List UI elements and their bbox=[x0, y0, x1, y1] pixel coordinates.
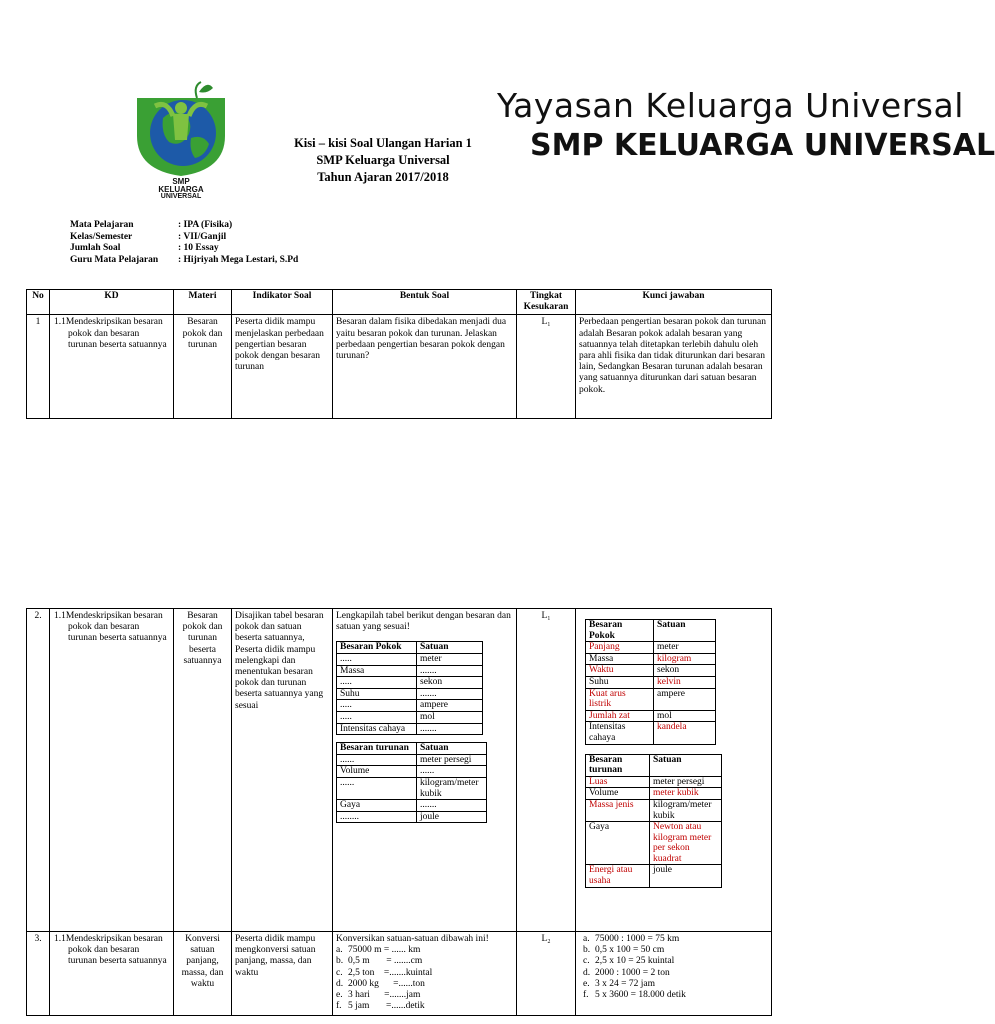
table-header-row bbox=[27, 290, 772, 315]
inner-cell: ....... bbox=[417, 665, 483, 677]
inner-cell: kilogram bbox=[654, 653, 716, 665]
list-item-letter: c. bbox=[336, 967, 343, 978]
inner-cell: Energi atau usaha bbox=[586, 865, 650, 887]
inner-cell: kilogram/meter kubik bbox=[417, 777, 487, 799]
inner-row bbox=[337, 800, 487, 812]
cell-tingkat: L₂ bbox=[517, 932, 576, 1016]
list-item-letter: b. bbox=[336, 956, 344, 967]
kisi-table-page1 bbox=[26, 289, 772, 419]
list-item-letter: e. bbox=[336, 990, 343, 1001]
inner-cell: Massa jenis bbox=[586, 799, 650, 821]
col-header-indikator: Indikator Soal bbox=[232, 290, 333, 315]
inner-header: Satuan bbox=[650, 754, 722, 776]
inner-cell: Volume bbox=[586, 788, 650, 800]
list-item bbox=[336, 1001, 513, 1012]
inner-cell: sekon bbox=[417, 677, 483, 689]
inner-header: Satuan bbox=[417, 743, 487, 755]
list-item bbox=[583, 990, 768, 1001]
list-item-text: 3 x 24 = 72 jam bbox=[595, 978, 655, 989]
inner-row bbox=[586, 776, 722, 788]
meta-value: : IPA (Fisika) bbox=[178, 220, 233, 230]
inner-row bbox=[586, 799, 722, 821]
cell-kunci bbox=[576, 932, 772, 1016]
inner-cell: kandela bbox=[654, 722, 716, 744]
foundation-subtitle: SMP KELUARGA UNIVERSAL bbox=[530, 128, 995, 163]
meta-block bbox=[70, 220, 298, 266]
inner-cell: mol bbox=[417, 711, 483, 723]
inner-header-row bbox=[586, 754, 722, 776]
inner-row bbox=[337, 665, 483, 677]
meta-value: : VII/Ganjil bbox=[178, 231, 227, 242]
inner-cell: ........ bbox=[337, 811, 417, 823]
question-table-turunan bbox=[336, 742, 487, 823]
cell-kunci: Perbedaan pengertian besaran pokok dan turunan adalah Besaran pokok adalah besaran yang satuannya telah ditetapkan terlebih dahulu oleh para ahli fisika dan tidak diturunkan dari besaran lain, Sedangkan Besaran turunan adalah besaran yang satuannya diturunkan dari satuan besaran pokok. bbox=[576, 315, 772, 419]
inner-cell: Kuat arus listrik bbox=[586, 688, 654, 710]
table-row bbox=[27, 315, 772, 419]
logo-emblem-icon bbox=[133, 78, 229, 178]
meta-label: Jumlah Soal bbox=[70, 243, 121, 253]
list-item bbox=[336, 990, 513, 1001]
inner-row bbox=[337, 811, 487, 823]
inner-row bbox=[337, 700, 483, 712]
list-item-letter: d. bbox=[336, 978, 344, 989]
inner-row bbox=[337, 677, 483, 689]
list-item bbox=[583, 968, 768, 979]
col-header-tingkat: Tingkat Kesukaran bbox=[517, 290, 576, 315]
list-item-text: 0,5 x 100 = 50 cm bbox=[595, 945, 665, 956]
kisi-table-page2 bbox=[26, 608, 772, 1016]
inner-cell: ....... bbox=[417, 723, 483, 735]
meta-value: : 10 Essay bbox=[178, 243, 219, 253]
inner-header: Satuan bbox=[417, 642, 483, 654]
foundation-subtitle-wrap bbox=[530, 128, 995, 163]
inner-row bbox=[586, 653, 716, 665]
inner-cell: mol bbox=[654, 710, 716, 722]
list-item-letter: f. bbox=[583, 990, 589, 1001]
answer-turunan-body bbox=[586, 776, 722, 887]
cell-materi: Konversi satuan panjang, massa, dan waktu bbox=[174, 932, 232, 1016]
inner-cell: sekon bbox=[654, 665, 716, 677]
cell-bentuk bbox=[333, 932, 517, 1016]
school-logo bbox=[133, 78, 229, 202]
inner-row bbox=[586, 676, 716, 688]
meta-row bbox=[70, 232, 298, 244]
cell-kd: 1.1Mendeskripsikan besaran pokok dan besaran turunan beserta satuannya bbox=[50, 609, 174, 932]
question-intro: Lengkapilah tabel berikut dengan besaran dan satuan yang sesuai! bbox=[336, 611, 511, 633]
inner-cell: Massa bbox=[337, 665, 417, 677]
col-header-kunci: Kunci jawaban bbox=[576, 290, 772, 315]
question-table-pokok bbox=[336, 641, 483, 735]
list-item-text: 75000 m = ...... km bbox=[348, 945, 421, 956]
doc-school: SMP Keluarga Universal bbox=[316, 153, 450, 167]
inner-header: Besaran turunan bbox=[586, 754, 650, 776]
inner-cell: Gaya bbox=[586, 822, 650, 865]
col-header-materi: Materi bbox=[174, 290, 232, 315]
list-item bbox=[583, 956, 768, 967]
list-item-text: 2,5 x 10 = 25 kuintal bbox=[595, 956, 675, 967]
cell-tingkat: L₁ bbox=[517, 315, 576, 419]
inner-row bbox=[337, 766, 487, 778]
list-item-letter: d. bbox=[583, 967, 591, 978]
inner-cell: ..... bbox=[337, 700, 417, 712]
inner-cell: Panjang bbox=[586, 642, 654, 654]
answer-pokok-body bbox=[586, 642, 716, 744]
inner-cell: Luas bbox=[586, 776, 650, 788]
inner-cell: Newton atau kilogram meter per sekon kuadrat bbox=[650, 822, 722, 865]
logo-text-universal: UNIVERSAL bbox=[160, 193, 202, 200]
inner-cell: Volume bbox=[337, 766, 417, 778]
inner-cell: ..... bbox=[337, 711, 417, 723]
cell-indikator: Disajikan tabel besaran pokok dan satuan beserta satuannya, Peserta didik mampu melengkapi dan menentukan besaran pokok dan turunan beserta satuannya yang sesuai bbox=[232, 609, 333, 932]
inner-cell: Gaya bbox=[337, 800, 417, 812]
inner-row bbox=[337, 754, 487, 766]
list-item bbox=[336, 956, 513, 967]
inner-row bbox=[586, 722, 716, 744]
inner-cell: Suhu bbox=[337, 688, 417, 700]
cell-kunci bbox=[576, 609, 772, 932]
inner-cell: meter persegi bbox=[650, 776, 722, 788]
list-item bbox=[583, 945, 768, 956]
list-item bbox=[583, 934, 768, 945]
list-item-text: 2000 kg =......ton bbox=[348, 978, 425, 989]
inner-cell: Intensitas cahaya bbox=[337, 723, 417, 735]
col-header-bentuk: Bentuk Soal bbox=[333, 290, 517, 315]
col-header-no: No bbox=[27, 290, 50, 315]
list-item-letter: e. bbox=[583, 978, 590, 989]
inner-row bbox=[337, 711, 483, 723]
cell-kd: 1.1Mendeskripsikan besaran pokok dan besaran turunan beserta satuannya bbox=[50, 932, 174, 1016]
question-list bbox=[336, 945, 513, 1012]
inner-cell: meter kubik bbox=[650, 788, 722, 800]
doc-year: Tahun Ajaran 2017/2018 bbox=[317, 170, 449, 184]
table-row bbox=[27, 932, 772, 1016]
inner-cell: kelvin bbox=[654, 676, 716, 688]
inner-row bbox=[586, 642, 716, 654]
inner-row bbox=[586, 865, 722, 887]
list-item bbox=[336, 979, 513, 990]
cell-no: 3. bbox=[27, 932, 50, 1016]
inner-row bbox=[337, 777, 487, 799]
inner-cell: ..... bbox=[337, 654, 417, 666]
meta-value: : Hijriyah Mega Lestari, S.Pd bbox=[178, 254, 299, 265]
list-item-letter: b. bbox=[583, 945, 591, 956]
inner-cell: Suhu bbox=[586, 676, 654, 688]
inner-cell: ...... bbox=[337, 754, 417, 766]
inner-cell: ampere bbox=[654, 688, 716, 710]
inner-cell: Massa bbox=[586, 653, 654, 665]
list-item-text: 2000 : 1000 = 2 ton bbox=[595, 967, 670, 978]
inner-cell: meter bbox=[417, 654, 483, 666]
list-item bbox=[336, 968, 513, 979]
list-item-letter: f. bbox=[336, 1001, 342, 1012]
cell-kd: 1.1Mendeskripsikan besaran pokok dan besaran turunan beserta satuannya bbox=[50, 315, 174, 419]
foundation-name: Yayasan Keluarga Universal bbox=[497, 86, 964, 125]
inner-row bbox=[586, 710, 716, 722]
inner-cell: kilogram/meter kubik bbox=[650, 799, 722, 821]
list-item-text: 5 x 3600 = 18.000 detik bbox=[595, 990, 686, 1001]
table-row bbox=[27, 609, 772, 932]
inner-row bbox=[586, 788, 722, 800]
cell-bentuk bbox=[333, 609, 517, 932]
inner-cell: ampere bbox=[417, 700, 483, 712]
cell-materi: Besaran pokok dan turunan beserta satuannya bbox=[174, 609, 232, 932]
list-item-text: 0,5 m = .......cm bbox=[348, 956, 423, 967]
inner-cell: Jumlah zat bbox=[586, 710, 654, 722]
inner-header-row bbox=[337, 642, 483, 654]
answer-table-pokok bbox=[585, 619, 716, 745]
list-item bbox=[583, 979, 768, 990]
inner-cell: joule bbox=[417, 811, 487, 823]
inner-row bbox=[337, 723, 483, 735]
cell-materi: Besaran pokok dan turunan bbox=[174, 315, 232, 419]
inner-cell: meter bbox=[654, 642, 716, 654]
inner-header-row bbox=[586, 620, 716, 642]
list-item bbox=[336, 945, 513, 956]
inner-cell: ....... bbox=[417, 800, 487, 812]
logo-text-smp: SMP bbox=[172, 177, 190, 186]
meta-row bbox=[70, 220, 298, 232]
cell-indikator: Peserta didik mampu menjelaskan perbedaan pengertian besaran pokok dengan besaran turunan bbox=[232, 315, 333, 419]
cell-no: 1 bbox=[27, 315, 50, 419]
answer-table-turunan bbox=[585, 754, 722, 888]
inner-header-row bbox=[337, 743, 487, 755]
list-item-text: 3 hari =.......jam bbox=[348, 990, 421, 1001]
inner-cell: Intensitas cahaya bbox=[586, 722, 654, 744]
list-item-letter: a. bbox=[336, 945, 343, 956]
question-intro: Konversikan satuan-satuan dibawah ini! bbox=[336, 934, 489, 944]
inner-row bbox=[586, 665, 716, 677]
cell-bentuk: Besaran dalam fisika dibedakan menjadi dua yaitu besaran pokok dan turunan. Jelaskan perbedaan pengertian besaran pokok dengan turunan? bbox=[333, 315, 517, 419]
inner-cell: ....... bbox=[417, 688, 483, 700]
inner-cell: ...... bbox=[417, 766, 487, 778]
foundation-name-wrap bbox=[497, 86, 964, 126]
list-item-letter: c. bbox=[583, 956, 590, 967]
list-item-text: 75000 : 1000 = 75 km bbox=[595, 934, 680, 944]
col-header-kd: KD bbox=[50, 290, 174, 315]
list-item-text: 2,5 ton =.......kuintal bbox=[348, 967, 433, 978]
inner-cell: ...... bbox=[337, 777, 417, 799]
inner-header: Besaran Pokok bbox=[337, 642, 417, 654]
meta-label: Mata Pelajaran bbox=[70, 220, 134, 230]
logo-text-keluarga: KELUARGA bbox=[158, 185, 204, 194]
inner-row bbox=[337, 688, 483, 700]
meta-label: Guru Mata Pelajaran bbox=[70, 254, 159, 265]
meta-row bbox=[70, 255, 298, 267]
list-item-letter: a. bbox=[583, 934, 590, 944]
inner-cell: joule bbox=[650, 865, 722, 887]
answer-list bbox=[583, 934, 768, 1001]
meta-label: Kelas/Semester bbox=[70, 231, 133, 242]
inner-cell: ..... bbox=[337, 677, 417, 689]
meta-row bbox=[70, 243, 298, 255]
inner-row bbox=[337, 654, 483, 666]
inner-cell: Waktu bbox=[586, 665, 654, 677]
inner-cell: meter persegi bbox=[417, 754, 487, 766]
doc-title: Kisi – kisi Soal Ulangan Harian 1 bbox=[294, 136, 472, 150]
cell-indikator: Peserta didik mampu mengkonversi satuan panjang, massa, dan waktu bbox=[232, 932, 333, 1016]
inner-header: Satuan bbox=[654, 620, 716, 642]
inner-row bbox=[586, 822, 722, 865]
inner-header: Besaran Pokok bbox=[586, 620, 654, 642]
inner-row bbox=[586, 688, 716, 710]
cell-no: 2. bbox=[27, 609, 50, 932]
cell-tingkat: L₁ bbox=[517, 609, 576, 932]
list-item-text: 5 jam =......detik bbox=[348, 1001, 425, 1012]
inner-header: Besaran turunan bbox=[337, 743, 417, 755]
